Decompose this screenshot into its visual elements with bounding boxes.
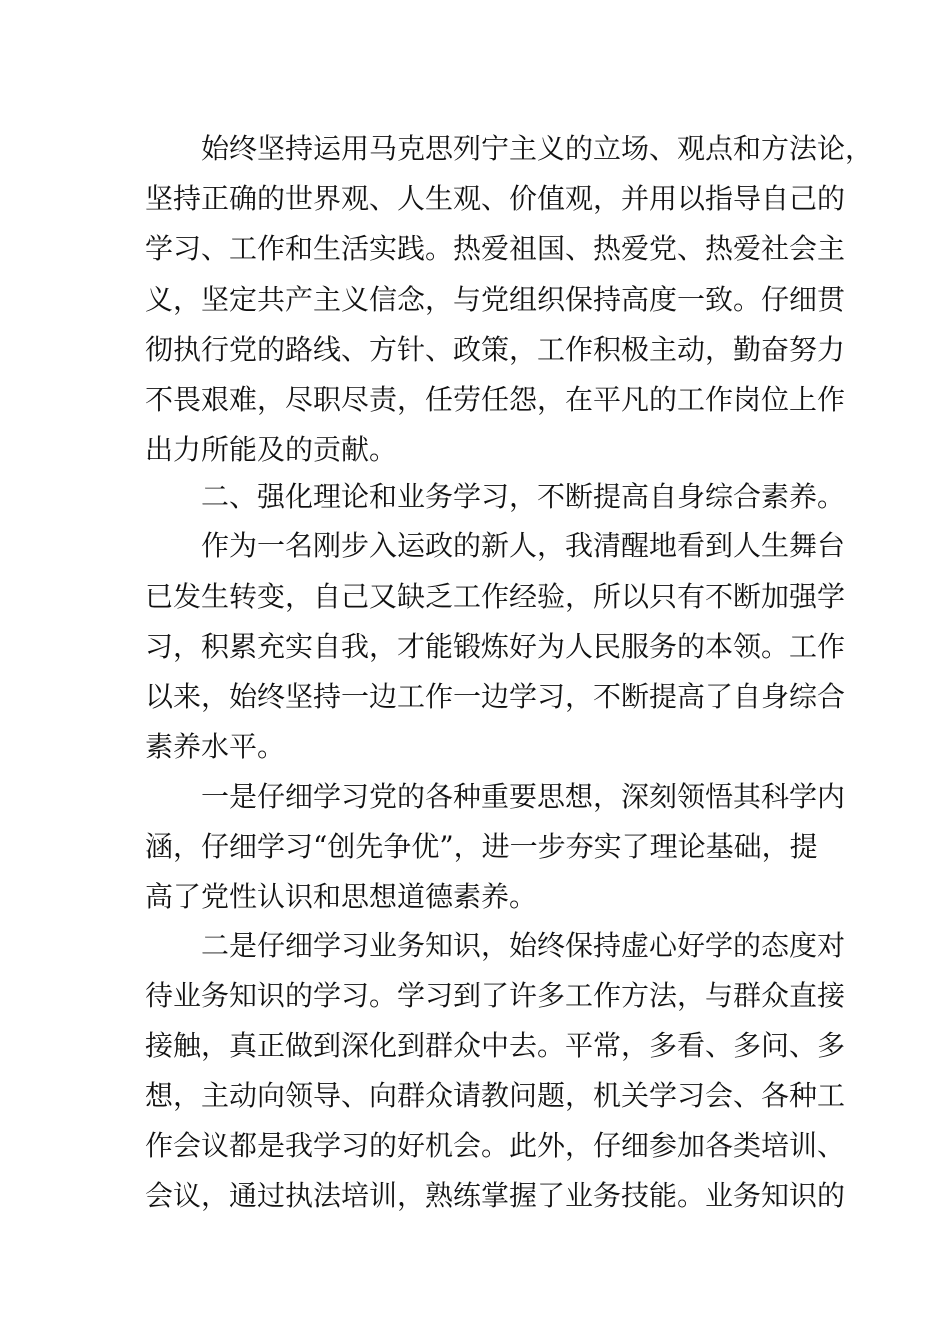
paragraph-line: 已发生转变，自己又缺乏工作经验，所以只有不断加强学 — [145, 580, 846, 613]
paragraph-line: 会议，通过执法培训，熟练掌握了业务技能。业务知识的 — [145, 1179, 846, 1212]
paragraph-line: 义，坚定共产主义信念，与党组织保持高度一致。仔细贯 — [145, 283, 846, 316]
paragraph-line: 接触，真正做到深化到群众中去。平常，多看、多问、多 — [145, 1029, 846, 1062]
paragraph-line: 涵，仔细学习“创先争优”，进一步夯实了理论基础，提 — [145, 830, 818, 863]
paragraph-line: 一是仔细学习党的各种重要思想，深刻领悟其科学内 — [201, 780, 846, 813]
paragraph-line: 学习、工作和生活实践。热爱祖国、热爱党、热爱社会主 — [145, 232, 846, 265]
paragraph-line: 习，积累充实自我，才能锻炼好为人民服务的本领。工作 — [145, 630, 846, 663]
paragraph-line: 以来，始终坚持一边工作一边学习，不断提高了自身综合 — [145, 680, 846, 713]
section-heading: 二、强化理论和业务学习，不断提高自身综合素养。 — [201, 480, 846, 513]
paragraph-line: 作为一名刚步入运政的新人，我清醒地看到人生舞台 — [201, 529, 846, 562]
paragraph-line: 坚持正确的世界观、人生观、价值观，并用以指导自己的 — [145, 182, 846, 215]
paragraph-line: 不畏艰难，尽职尽责，任劳任怨，在平凡的工作岗位上作 — [145, 383, 846, 416]
paragraph-line: 二是仔细学习业务知识，始终保持虚心好学的态度对 — [201, 929, 846, 962]
paragraph-line: 高了党性认识和思想道德素养。 — [145, 880, 538, 913]
paragraph-line: 彻执行党的路线、方针、政策，工作积极主动，勤奋努力 — [145, 333, 846, 366]
paragraph-line: 待业务知识的学习。学习到了许多工作方法，与群众直接 — [145, 979, 846, 1012]
paragraph-line: 作会议都是我学习的好机会。此外，仔细参加各类培训、 — [145, 1129, 846, 1162]
paragraph-line: 出力所能及的贡献。 — [145, 433, 398, 466]
paragraph-line: 想，主动向领导、向群众请教问题，机关学习会、各种工 — [145, 1079, 846, 1112]
paragraph-line: 始终坚持运用马克思列宁主义的立场、观点和方法论， — [201, 132, 874, 165]
paragraph-line: 素养水平。 — [145, 730, 286, 763]
